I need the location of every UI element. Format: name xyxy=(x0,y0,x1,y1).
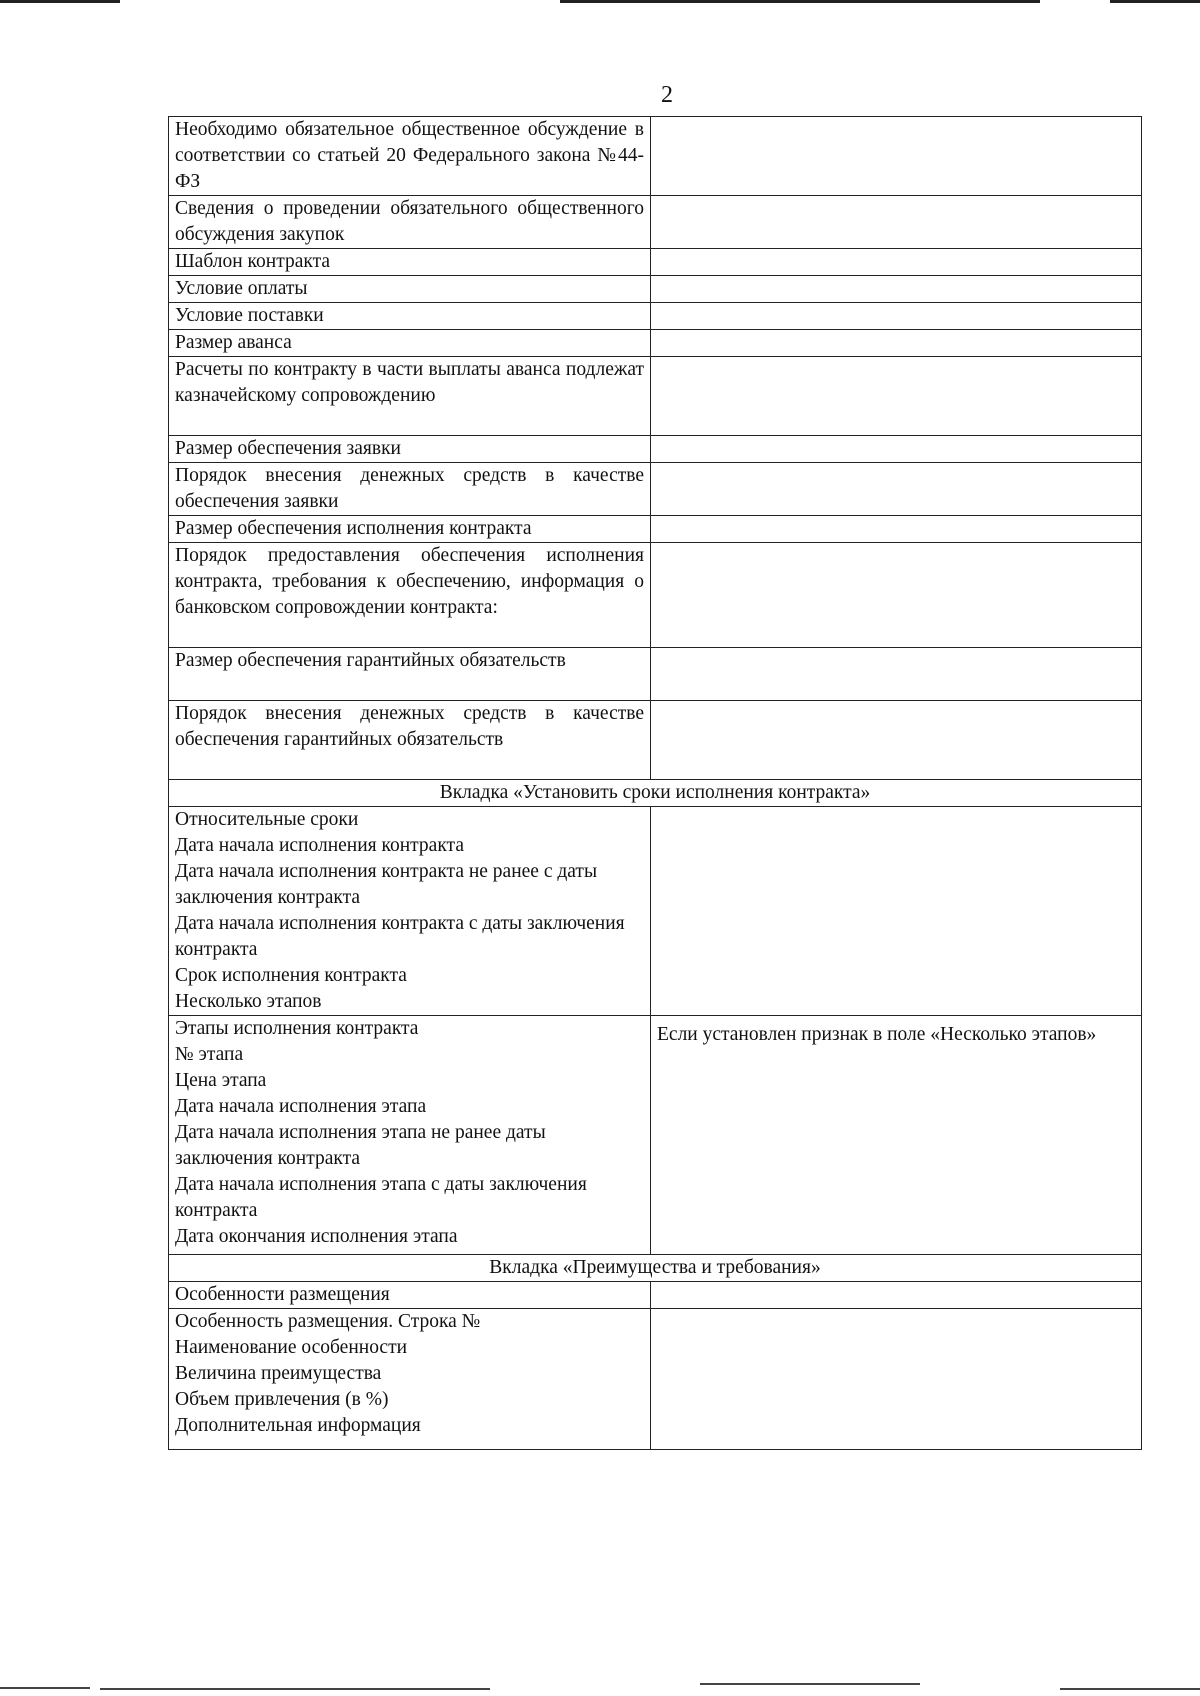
section-header-advantages xyxy=(169,1255,1142,1282)
field-label: Размер аванса xyxy=(175,332,292,353)
field-label: № этапа xyxy=(175,1044,244,1065)
field-label: Порядок внесения денежных средств в качестве обеспечения заявки xyxy=(175,465,644,512)
terms-field-list xyxy=(169,807,651,1016)
section-title: Вкладка «Установить сроки исполнения контракта» xyxy=(169,780,1142,807)
table-row xyxy=(169,249,1142,276)
field-label: Этапы исполнения контракта xyxy=(175,1018,419,1039)
field-label: Дополнительная информация xyxy=(175,1415,421,1436)
field-value xyxy=(651,117,1142,196)
field-value xyxy=(651,276,1142,303)
field-value xyxy=(651,436,1142,463)
table-row xyxy=(169,543,1142,648)
field-value xyxy=(651,196,1142,249)
field-label: Условие поставки xyxy=(175,305,324,326)
table-row xyxy=(169,1282,1142,1309)
field-value xyxy=(651,463,1142,516)
field-label: Размер обеспечения исполнения контракта xyxy=(175,518,532,539)
field-value xyxy=(651,1282,1142,1309)
field-label: Дата начала исполнения контракта с даты заключения контракта xyxy=(175,913,625,960)
field-label: Цена этапа xyxy=(175,1070,267,1091)
section-title: Вкладка «Преимущества и требования» xyxy=(169,1255,1142,1282)
table-row xyxy=(169,276,1142,303)
field-label: Дата начала исполнения этапа не ранее даты заключения контракта xyxy=(175,1122,546,1169)
field-label: Порядок внесения денежных средств в качестве обеспечения гарантийных обязательств xyxy=(175,703,644,750)
table-row xyxy=(169,807,1142,1016)
field-label: Размер обеспечения заявки xyxy=(175,438,401,459)
field-label: Относительные сроки xyxy=(175,809,359,830)
table-row xyxy=(169,436,1142,463)
field-label: Сведения о проведении обязательного общественного обсуждения закупок xyxy=(175,198,644,245)
field-label: Условие оплаты xyxy=(175,278,308,299)
field-label: Необходимо обязательное общественное обсуждение в соответствии со статьей 20 Федерального закона №44-ФЗ xyxy=(175,119,644,192)
field-value xyxy=(651,648,1142,701)
field-label: Срок исполнения контракта xyxy=(175,965,407,986)
field-label: Особенности размещения xyxy=(175,1284,390,1305)
table-row xyxy=(169,196,1142,249)
field-label: Дата начала исполнения этапа с даты заключения контракта xyxy=(175,1174,587,1221)
form-table xyxy=(168,116,1142,1450)
field-value xyxy=(651,1309,1142,1450)
field-value xyxy=(651,516,1142,543)
field-label: Расчеты по контракту в части выплаты аванса подлежат казначейскому сопровождению xyxy=(175,359,644,406)
stages-field-list xyxy=(169,1016,651,1255)
table-row xyxy=(169,1309,1142,1450)
stages-condition-note: Если установлен признак в поле «Несколько этапов» xyxy=(657,1024,1097,1045)
field-label: Дата начала исполнения этапа xyxy=(175,1096,427,1117)
table-row xyxy=(169,1016,1142,1255)
section-header-terms xyxy=(169,780,1142,807)
field-label: Несколько этапов xyxy=(175,991,322,1012)
table-row xyxy=(169,516,1142,543)
field-label: Размер обеспечения гарантийных обязательств xyxy=(175,650,566,671)
field-value xyxy=(651,303,1142,330)
table-row xyxy=(169,463,1142,516)
table-row xyxy=(169,701,1142,780)
field-value xyxy=(651,249,1142,276)
field-label: Шаблон контракта xyxy=(175,251,331,272)
scan-edge-top xyxy=(0,0,1200,4)
field-label: Дата окончания исполнения этапа xyxy=(175,1226,458,1247)
field-label: Величина преимущества xyxy=(175,1363,382,1384)
field-label: Особенность размещения. Строка № xyxy=(175,1311,481,1332)
table-row xyxy=(169,648,1142,701)
table-row xyxy=(169,303,1142,330)
table-row xyxy=(169,330,1142,357)
field-label: Дата начала исполнения контракта не ранее с даты заключения контракта xyxy=(175,861,598,908)
field-label: Объем привлечения (в %) xyxy=(175,1389,389,1410)
advantages-field-list xyxy=(169,1309,651,1450)
field-value xyxy=(651,807,1142,1016)
field-value xyxy=(651,357,1142,436)
field-value xyxy=(651,701,1142,780)
scan-edge-bottom xyxy=(0,1687,1200,1690)
table-row xyxy=(169,117,1142,196)
page-number: 2 xyxy=(661,82,673,108)
field-label: Дата начала исполнения контракта xyxy=(175,835,464,856)
field-label: Наименование особенности xyxy=(175,1337,408,1358)
field-value xyxy=(651,330,1142,357)
field-label: Порядок предоставления обеспечения исполнения контракта, требования к обеспечению, информация о банковском сопровождении контракта: xyxy=(175,545,644,618)
field-value xyxy=(651,543,1142,648)
table-row xyxy=(169,357,1142,436)
